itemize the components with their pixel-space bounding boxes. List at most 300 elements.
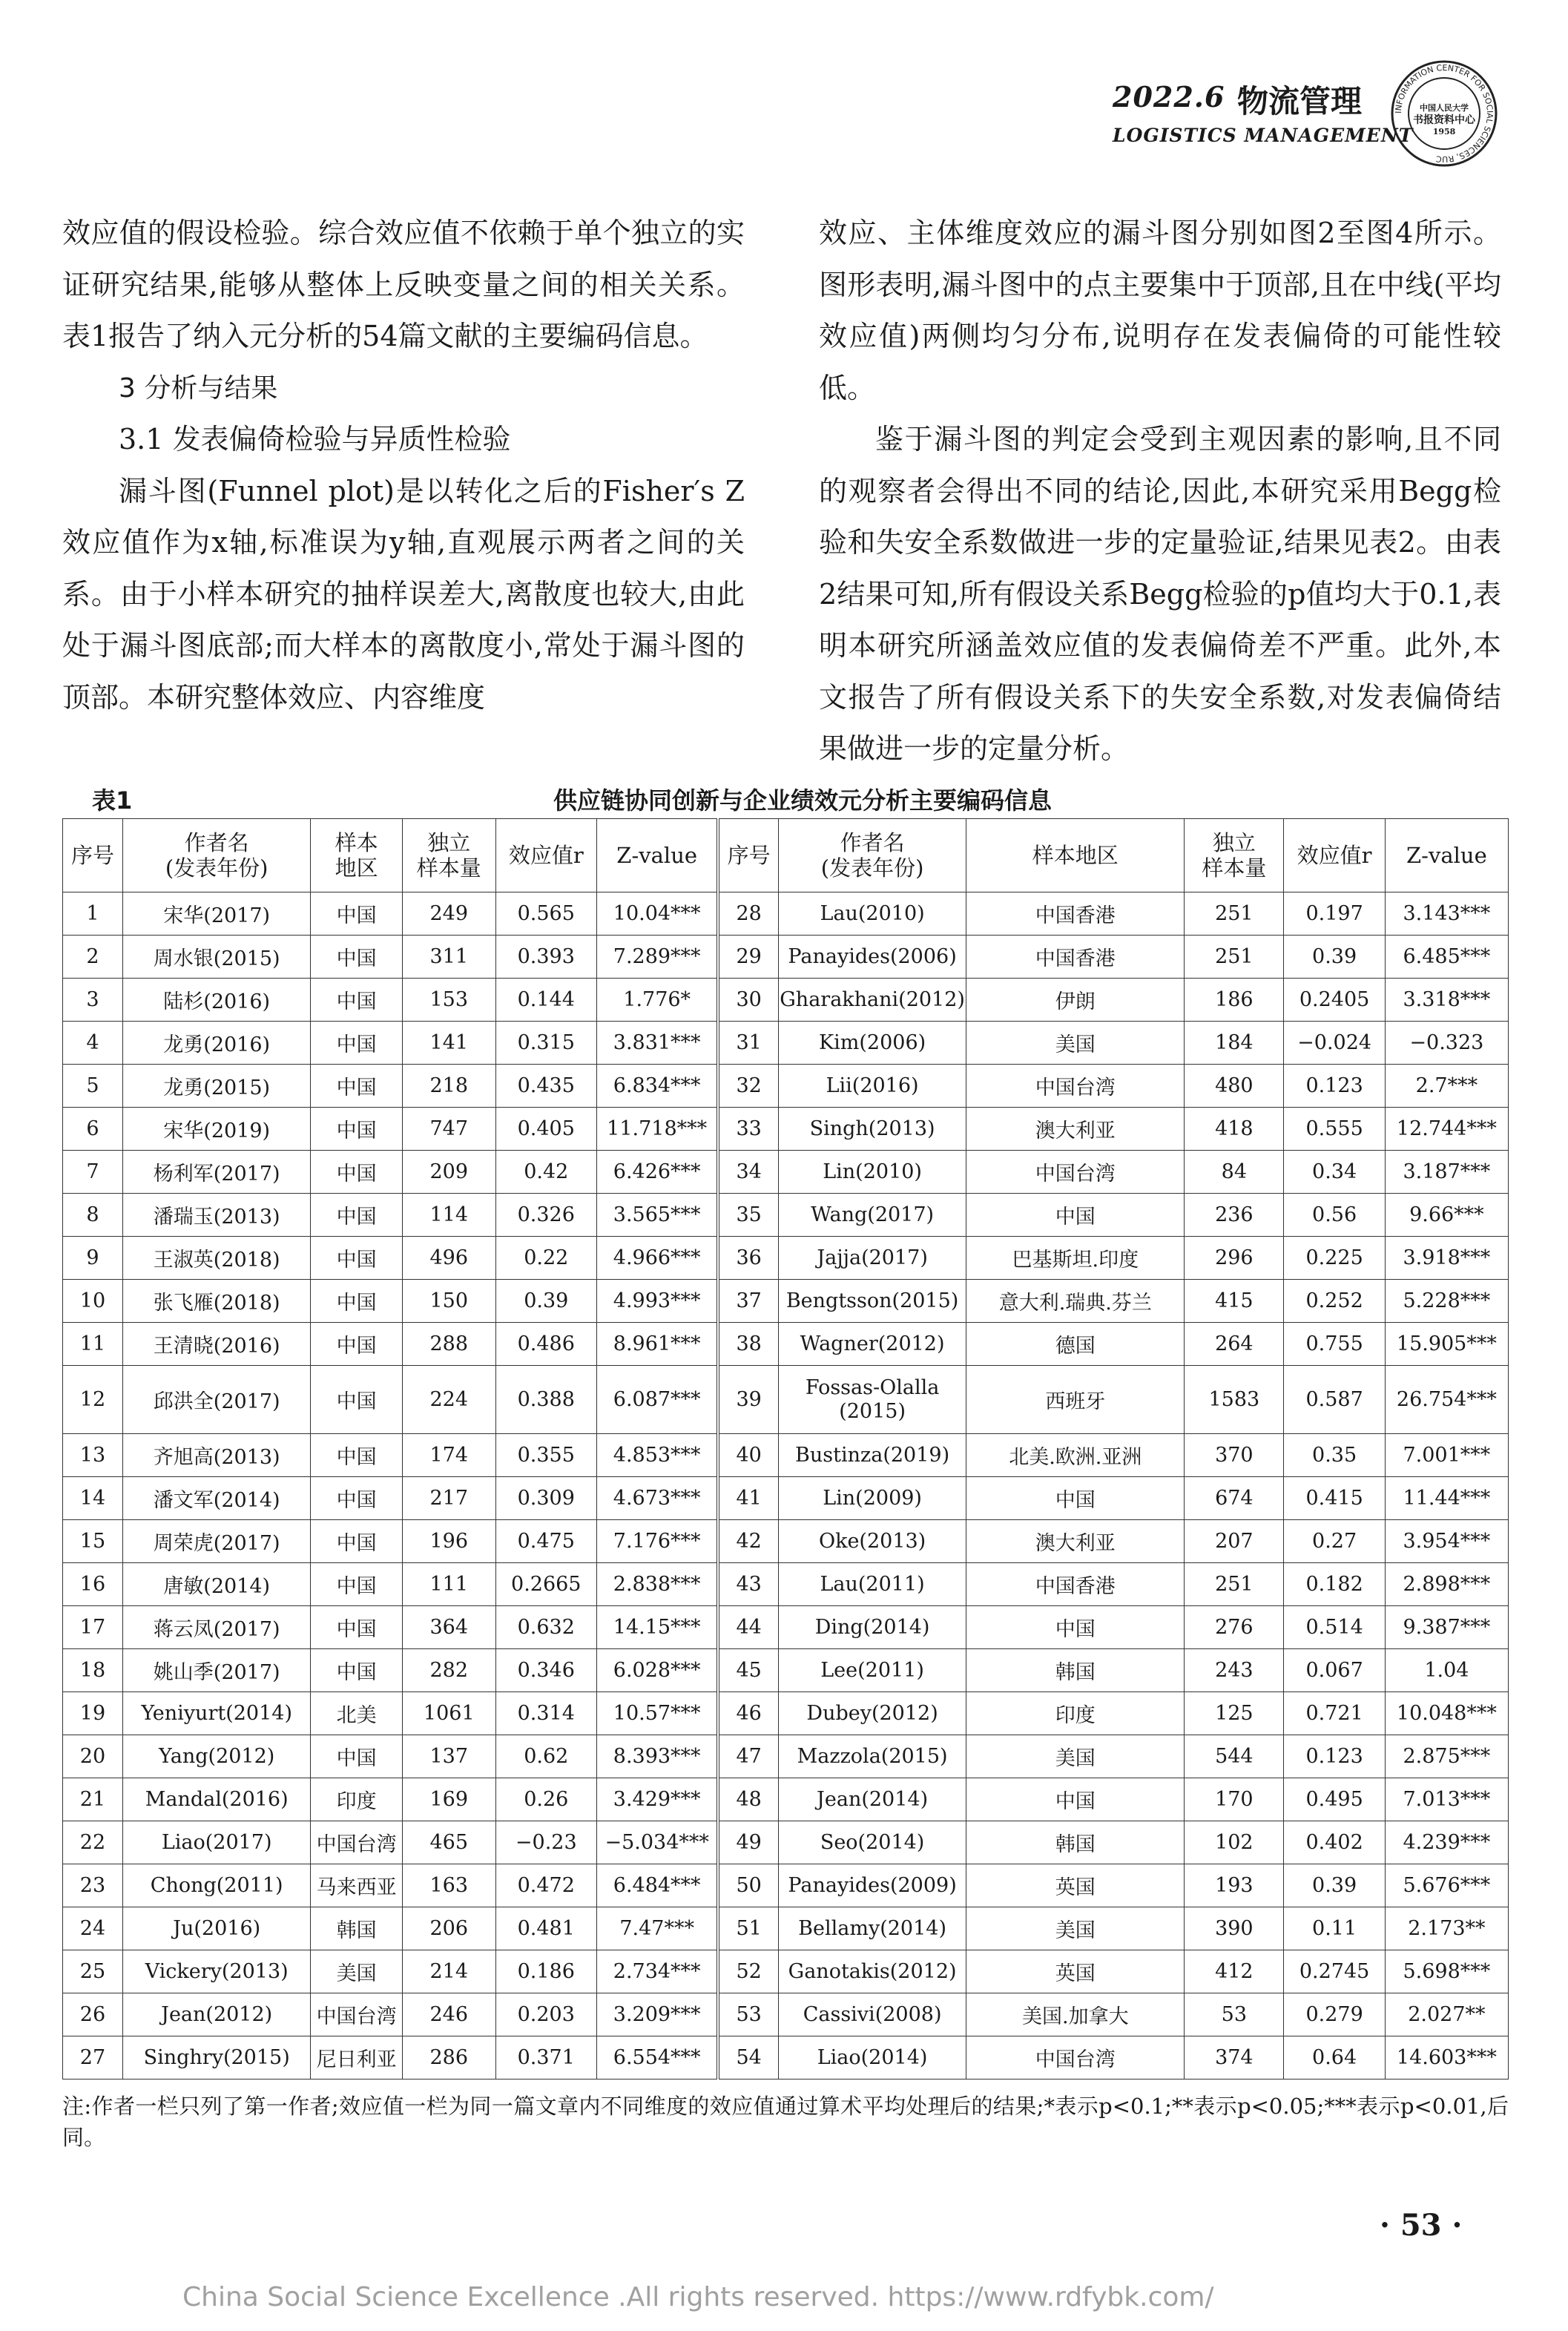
table-cell: 43 [718,1563,778,1606]
table-cell: 0.34 [1284,1151,1385,1194]
table-cell: 50 [718,1864,778,1907]
table-cell: 中国 [311,1563,403,1606]
table-cell: Ding(2014) [778,1606,966,1649]
table-cell: 0.182 [1284,1563,1385,1606]
table-cell: Chong(2011) [122,1864,310,1907]
table-cell: 0.565 [495,892,596,936]
table-cell: Jean(2014) [778,1778,966,1821]
table-row [63,936,1509,979]
table-cell: 0.475 [495,1520,596,1563]
table-cell: 0.393 [495,936,596,979]
table-cell: 中国 [311,979,403,1022]
table-cell: 伊朗 [966,979,1185,1022]
table-cell: 0.326 [495,1194,596,1237]
paragraph: 鉴于漏斗图的判定会受到主观因素的影响,且不同的观察者会得出不同的结论,因此,本研究采用Begg检验和失安全系数做进一步的定量验证,结果见表2。由表2结果可知,所有假设关系Begg检验的p值均大于0.1,表明本研究所涵盖效应值的发表偏倚差不严重。此外,本文报告了所有假设关系下的失安全系数,对发表偏倚结果做进一步的定量分析。 [819,423,1501,765]
table-cell: Dubey(2012) [778,1692,966,1735]
table-cell: 中国香港 [966,892,1185,936]
table-cell: 0.355 [495,1434,596,1477]
table-cell: 5.228*** [1385,1280,1508,1323]
table-cell: 0.123 [1284,1065,1385,1108]
table-cell: 0.495 [1284,1778,1385,1821]
table-cell: Panayides(2006) [778,936,966,979]
table-row [63,1563,1509,1606]
table-cell: 齐旭高(2013) [122,1434,310,1477]
table-row [63,1151,1509,1194]
table-cell: 52 [718,1950,778,1993]
table-cell: 0.42 [495,1151,596,1194]
table-cell: 0.309 [495,1477,596,1520]
copyright-footer: China Social Science Excellence .All rights reserved. https://www.rdfybk.com/ [182,2282,1214,2312]
table-cell: 中国 [311,1323,403,1366]
table-cell: 465 [402,1821,495,1864]
table-cell: −0.23 [495,1821,596,1864]
table-cell: 5 [63,1065,123,1108]
table-cell: 澳大利亚 [966,1108,1185,1151]
table-cell: 22 [63,1821,123,1864]
table-cell: 姚山季(2017) [122,1649,310,1692]
table-cell: 51 [718,1907,778,1950]
table-cell: 中国 [311,1194,403,1237]
table-cell: 6.554*** [596,2036,718,2080]
table-cell: 周荣虎(2017) [122,1520,310,1563]
table-cell: 6.028*** [596,1649,718,1692]
table-cell: 美国 [966,1907,1185,1950]
table-cell: 5.698*** [1385,1950,1508,1993]
table-cell: 6 [63,1108,123,1151]
table-cell: 24 [63,1907,123,1950]
table-cell: 0.632 [495,1606,596,1649]
table-cell: 中国 [311,1477,403,1520]
table-cell: 10.04*** [596,892,718,936]
header-cell: 效应值r [495,819,596,892]
table-cell: 0.252 [1284,1280,1385,1323]
table-cell: 42 [718,1520,778,1563]
coding-table [62,818,1509,2080]
table-cell: 中国台湾 [311,1993,403,2036]
header-cell: 独立 样本量 [1185,819,1284,892]
page-number: · 53 · [1380,2208,1463,2243]
table-cell: 496 [402,1237,495,1280]
table-cell: 32 [718,1065,778,1108]
table-cell: 246 [402,1993,495,2036]
table-cell: 1.776* [596,979,718,1022]
table-row [63,1323,1509,1366]
table-cell: 125 [1185,1692,1284,1735]
table-cell: Lau(2011) [778,1563,966,1606]
table-cell: 王淑英(2018) [122,1237,310,1280]
table-cell: 美国 [311,1950,403,1993]
table-cell: 北美.欧洲.亚洲 [966,1434,1185,1477]
table-cell: 4.239*** [1385,1821,1508,1864]
table-cell: 29 [718,936,778,979]
table-cell: 674 [1185,1477,1284,1520]
header-cell: 序号 [718,819,778,892]
table-cell: Seo(2014) [778,1821,966,1864]
table-cell: 114 [402,1194,495,1237]
table-cell: 中国 [311,1606,403,1649]
table-row [63,1280,1509,1323]
table-cell: Jajja(2017) [778,1237,966,1280]
table-cell: Vickery(2013) [122,1950,310,1993]
table-cell: 186 [1185,979,1284,1022]
table-cell: 170 [1185,1778,1284,1821]
table-cell: 21 [63,1778,123,1821]
table-cell: 13 [63,1434,123,1477]
table-row [63,1108,1509,1151]
table-cell: 47 [718,1735,778,1778]
table-cell: 0.514 [1284,1606,1385,1649]
table-cell: 11 [63,1323,123,1366]
table-cell: 0.22 [495,1237,596,1280]
table-cell: 8.393*** [596,1735,718,1778]
table-row [63,1821,1509,1864]
table-cell: 6.484*** [596,1864,718,1907]
table-cell: 14.603*** [1385,2036,1508,2080]
table-cell: 2.7*** [1385,1065,1508,1108]
table-cell: 2.173** [1385,1907,1508,1950]
table-cell: 中国 [311,1434,403,1477]
table-cell: 意大利.瑞典.芬兰 [966,1280,1185,1323]
table-cell: −5.034*** [596,1821,718,1864]
table-cell: 6.426*** [596,1151,718,1194]
table-cell: 311 [402,936,495,979]
table-cell: 蒋云凤(2017) [122,1606,310,1649]
table-cell: 25 [63,1950,123,1993]
table-cell: 3 [63,979,123,1022]
table-cell: 中国 [311,1108,403,1151]
table-cell: 0.481 [495,1907,596,1950]
table-cell: 53 [718,1993,778,2036]
table-cell: 0.2405 [1284,979,1385,1022]
table-cell: 35 [718,1194,778,1237]
table-cell: 1061 [402,1692,495,1735]
header-cell: 独立 样本量 [402,819,495,892]
table-cell: 19 [63,1692,123,1735]
table-cell: 0.39 [495,1280,596,1323]
table-cell: 0.39 [1284,1864,1385,1907]
table-cell: 184 [1185,1022,1284,1065]
table-cell: 0.64 [1284,2036,1385,2080]
table-cell: 28 [718,892,778,936]
table-cell: 37 [718,1280,778,1323]
table-cell: 0.755 [1284,1323,1385,1366]
table-cell: 杨利军(2017) [122,1151,310,1194]
table-cell: 251 [1185,892,1284,936]
table-cell: Lii(2016) [778,1065,966,1108]
table-caption [62,779,1509,815]
table-cell: 中国 [966,1606,1185,1649]
table-cell: 2.898*** [1385,1563,1508,1606]
table-cell: 中国香港 [966,1563,1185,1606]
table-cell: 中国 [311,1065,403,1108]
table-cell: 224 [402,1366,495,1434]
table-cell: 36 [718,1237,778,1280]
table-cell: 周水银(2015) [122,936,310,979]
table-row [63,892,1509,936]
table-cell: 14.15*** [596,1606,718,1649]
table-cell: 美国 [966,1735,1185,1778]
table-cell: 23 [63,1864,123,1907]
table-row [63,1692,1509,1735]
table-cell: 0.62 [495,1735,596,1778]
table-cell: Liao(2017) [122,1821,310,1864]
table-cell: 18 [63,1649,123,1692]
table-cell: 张飞雁(2018) [122,1280,310,1323]
table-cell: 30 [718,979,778,1022]
header-cell: 作者名 (发表年份) [778,819,966,892]
table-row [63,1022,1509,1065]
table-cell: 0.26 [495,1778,596,1821]
table-cell: 0.39 [1284,936,1385,979]
table-cell: 206 [402,1907,495,1950]
table-cell: 0.225 [1284,1237,1385,1280]
table-cell: Kim(2006) [778,1022,966,1065]
table-cell: 84 [1185,1151,1284,1194]
table-cell: 潘瑞玉(2013) [122,1194,310,1237]
table-cell: 4.993*** [596,1280,718,1323]
table-cell: 1 [63,892,123,936]
table-cell: 美国.加拿大 [966,1993,1185,2036]
header-cell: 作者名 (发表年份) [122,819,310,892]
subsection-heading: 3.1 发表偏倚检验与异质性检验 [119,423,511,456]
header-cell: 效应值r [1284,819,1385,892]
table-cell: 163 [402,1864,495,1907]
table-cell: 390 [1185,1907,1284,1950]
table-cell: Oke(2013) [778,1520,966,1563]
table-cell: 11.718*** [596,1108,718,1151]
table-cell: 澳大利亚 [966,1520,1185,1563]
table-cell: 0.35 [1284,1434,1385,1477]
table-cell: 286 [402,2036,495,2080]
table-cell: 中国 [311,1022,403,1065]
table-cell: Bellamy(2014) [778,1907,966,1950]
table-cell: 中国香港 [966,936,1185,979]
table-cell: 韩国 [311,1907,403,1950]
table-cell: 中国 [311,1735,403,1778]
table-cell: 唐敏(2014) [122,1563,310,1606]
table-cell: 2.875*** [1385,1735,1508,1778]
right-column [819,208,1501,775]
table-cell: 12.744*** [1385,1108,1508,1151]
table-cell: 41 [718,1477,778,1520]
table-cell: 0.472 [495,1864,596,1907]
table-cell: 31 [718,1022,778,1065]
table-cell: 5.676*** [1385,1864,1508,1907]
paragraph: 效应、主体维度效应的漏斗图分别如图2至图4所示。图形表明,漏斗图中的点主要集中于顶部,且在中线(平均效应值)两侧均匀分布,说明存在发表偏倚的可能性较低。 [819,217,1501,404]
table-cell: 西班牙 [966,1366,1185,1434]
table-cell: Bustinza(2019) [778,1434,966,1477]
table-cell: 20 [63,1735,123,1778]
table-cell: Singhry(2015) [122,2036,310,2080]
table-cell: 17 [63,1606,123,1649]
table-cell: 0.197 [1284,892,1385,936]
table-cell: Wang(2017) [778,1194,966,1237]
table-cell: 7.289*** [596,936,718,979]
journal-title: 物流管理 [1237,83,1363,119]
table-cell: 34 [718,1151,778,1194]
table-cell: 0.346 [495,1649,596,1692]
table-cell: 364 [402,1606,495,1649]
table-cell: 243 [1185,1649,1284,1692]
table-cell: 412 [1185,1950,1284,1993]
table-cell: Lau(2010) [778,892,966,936]
section-heading: 3 分析与结果 [119,372,278,404]
table-cell: 102 [1185,1821,1284,1864]
table-cell: 288 [402,1323,495,1366]
table-cell: 2 [63,936,123,979]
header-cell: 序号 [63,819,123,892]
table-cell: 54 [718,2036,778,2080]
table-cell: 207 [1185,1520,1284,1563]
table-cell: 48 [718,1778,778,1821]
table-cell: 0.123 [1284,1735,1385,1778]
table-cell: 英国 [966,1950,1185,1993]
table-cell: 2.838*** [596,1563,718,1606]
table-cell: 中国 [311,1151,403,1194]
table-cell: 陆杉(2016) [122,979,310,1022]
table-cell: 0.2745 [1284,1950,1385,1993]
table-cell: −0.323 [1385,1022,1508,1065]
table-cell: 111 [402,1563,495,1606]
table-cell: 33 [718,1108,778,1151]
table-cell: 10.57*** [596,1692,718,1735]
table-cell: 7.176*** [596,1520,718,1563]
table-cell: 0.315 [495,1022,596,1065]
table-cell: 141 [402,1022,495,1065]
table-cell: 26 [63,1993,123,2036]
table-cell: 53 [1185,1993,1284,2036]
table-cell: 214 [402,1950,495,1993]
table-cell: 3.318*** [1385,979,1508,1022]
table-cell: 7.47*** [596,1907,718,1950]
table-cell: 0.279 [1284,1993,1385,2036]
table-cell: 0.203 [495,1993,596,2036]
table-cell: 龙勇(2016) [122,1022,310,1065]
table-cell: 中国 [966,1194,1185,1237]
table-cell: 0.721 [1284,1692,1385,1735]
table-cell: 218 [402,1065,495,1108]
table-cell: 0.2665 [495,1563,596,1606]
table-cell: 40 [718,1434,778,1477]
paragraph: 效应值的假设检验。综合效应值不依赖于单个独立的实证研究结果,能够从整体上反映变量之间的相关关系。表1报告了纳入元分析的54篇文献的主要编码信息。 [62,217,745,352]
table-cell: Bengtsson(2015) [778,1280,966,1323]
table-cell: 264 [1185,1323,1284,1366]
table-cell: 196 [402,1520,495,1563]
table-cell: 3.831*** [596,1022,718,1065]
table-row [63,2036,1509,2080]
table-cell: 0.435 [495,1065,596,1108]
table-cell: 174 [402,1434,495,1477]
table-cell: 169 [402,1778,495,1821]
table-cell: 236 [1185,1194,1284,1237]
table-number: 表1 [92,786,133,815]
table-cell: 0.144 [495,979,596,1022]
table-cell: 7.013*** [1385,1778,1508,1821]
table-cell: 10 [63,1280,123,1323]
header-cell: 样本地区 [966,819,1185,892]
table-cell: 251 [1185,936,1284,979]
table-cell: 韩国 [966,1649,1185,1692]
table-cell: 0.402 [1284,1821,1385,1864]
table-cell: 3.143*** [1385,892,1508,936]
table-cell: 0.486 [495,1323,596,1366]
table-cell: 邱洪全(2017) [122,1366,310,1434]
table-cell: 7 [63,1151,123,1194]
table-cell: 46 [718,1692,778,1735]
table-row [63,1237,1509,1280]
header-cell: Z-value [596,819,718,892]
table-cell: 415 [1185,1280,1284,1323]
table-cell: 中国台湾 [966,1065,1185,1108]
table-cell: 14 [63,1477,123,1520]
table-cell: 中国 [311,1520,403,1563]
table-title: 供应链协同创新与企业绩效元分析主要编码信息 [553,786,1053,815]
table-cell: 39 [718,1366,778,1434]
table-row [63,1735,1509,1778]
table-cell: 296 [1185,1237,1284,1280]
table-cell: 10.048*** [1385,1692,1508,1735]
table-cell: 38 [718,1323,778,1366]
table-cell: 巴基斯坦.印度 [966,1237,1185,1280]
table-cell: 宋华(2017) [122,892,310,936]
table-cell: −0.024 [1284,1022,1385,1065]
table-cell: 45 [718,1649,778,1692]
table-row [63,1907,1509,1950]
table-row [63,1778,1509,1821]
table-cell: 8.961*** [596,1323,718,1366]
table-cell: 137 [402,1735,495,1778]
table-note: 注:作者一栏只列了第一作者;效应值一栏为同一篇文章内不同维度的效应值通过算术平均处理后的结果;*表示p<0.1;**表示p<0.05;***表示p<0.01,后同。 [62,2094,1509,2150]
table-row [63,1065,1509,1108]
table-cell: Fossas-Olalla (2015) [778,1366,966,1434]
table-cell: Yang(2012) [122,1735,310,1778]
table-cell: 7.001*** [1385,1434,1508,1477]
table-cell: 276 [1185,1606,1284,1649]
table-cell: 249 [402,892,495,936]
table-cell: Lin(2010) [778,1151,966,1194]
logo-ring-text: INFORMATION CENTER FOR SOCIAL SCIENCES, RUC [1393,62,1495,165]
table-cell: 4.853*** [596,1434,718,1477]
table-cell: 44 [718,1606,778,1649]
table-cell: 美国 [966,1022,1185,1065]
table-row [63,1649,1509,1692]
table-cell: 马来西亚 [311,1864,403,1907]
table-cell: 3.954*** [1385,1520,1508,1563]
table-cell: 8 [63,1194,123,1237]
table-cell: Liao(2014) [778,2036,966,2080]
table-cell: 中国 [311,1366,403,1434]
table-cell: 209 [402,1151,495,1194]
table-cell: 3.565*** [596,1194,718,1237]
table-cell: 747 [402,1108,495,1151]
table-cell: 0.555 [1284,1108,1385,1151]
table-cell: Yeniyurt(2014) [122,1692,310,1735]
table-cell: 尼日利亚 [311,2036,403,2080]
table-cell: 中国台湾 [966,2036,1185,2080]
table-row [63,1520,1509,1563]
table-cell: 0.27 [1284,1520,1385,1563]
table-cell: 3.429*** [596,1778,718,1821]
table-cell: Mazzola(2015) [778,1735,966,1778]
table-cell: 2.027** [1385,1993,1508,2036]
journal-issue: 2022.6 [1113,80,1225,114]
table-cell: 2.734*** [596,1950,718,1993]
table-cell: 374 [1185,2036,1284,2080]
table-cell: 11.44*** [1385,1477,1508,1520]
table-cell: 印度 [311,1778,403,1821]
table-cell: 龙勇(2015) [122,1065,310,1108]
table-cell: 0.067 [1284,1649,1385,1692]
